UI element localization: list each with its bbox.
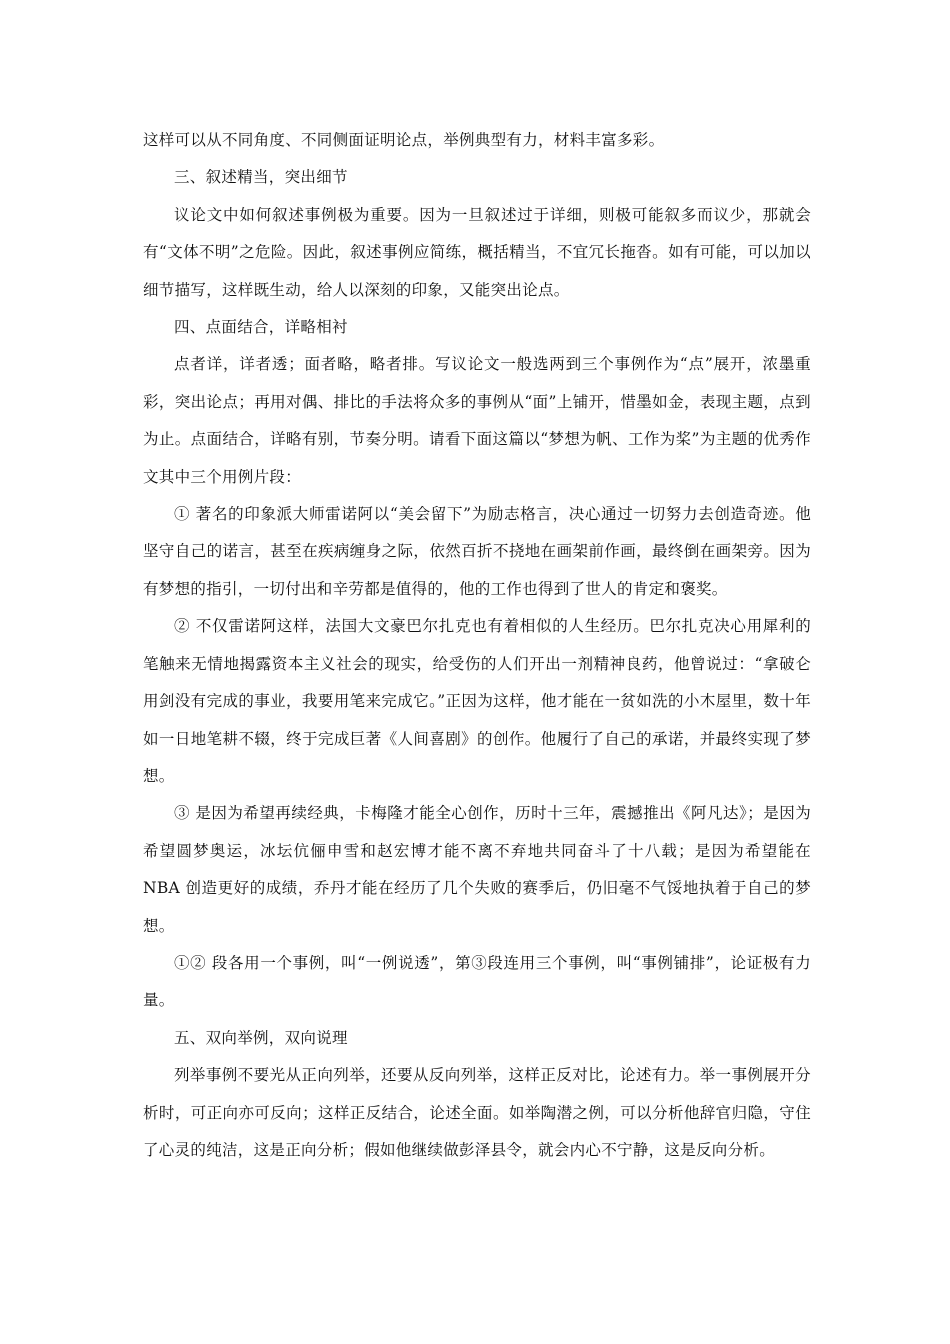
paragraph-two-way: 列举事例不要光从正向列举，还要从反向列举，这样正反对比，论述有力。举一事例展开分析时，可正向亦可反向；这样正反结合，论述全面。如举陶潜之例，可以分析他辞官归隐，守住了心灵的纯洁，这是正向分析；假如他继续做彭泽县令，就会内心不宁静，这是反向分析。 [143,1066,811,1159]
paragraph-narration: 议论文中如何叙述事例极为重要。因为一旦叙述过于详细，则极可能叙多而议少，那就会有“文体不明”之危险。因此，叙述事例应简练，概括精当，不宜冗长拖沓。如有可能，可以加以细节描写，这样既生动，给人以深刻的印象，又能突出论点。 [143,205,811,299]
section-heading-5: 五、双向举例，双向说理 [174,1028,348,1047]
document-body [143,122,811,1169]
paragraph-summary: ①② 段各用一个事例，叫“一例说透”，第③段连用三个事例，叫“事例铺排”，论证极有力量。 [143,953,811,1010]
paragraph-example-2: ② 不仅雷诺阿这样，法国大文豪巴尔扎克也有着相似的人生经历。巴尔扎克决心用犀利的笔触来无情地揭露资本主义社会的现实，给受伤的人们开出一剂精神良药，他曾说过：“拿破仑用剑没有完成的事业，我要用笔来完成它。”正因为这样，他才能在一贫如洗的小木屋里，数十年如一日地笔耕不辍，终于完成巨著《人间喜剧》的创作。他履行了自己的承诺，并最终实现了梦想。 [143,617,811,785]
paragraph-example-1: ① 著名的印象派大师雷诺阿以“美会留下”为励志格言，决心通过一切努力去创造奇迹。他坚守自己的诺言，甚至在疾病缠身之际，依然百折不挠地在画架前作画，最终倒在画架旁。因为有梦想的指引，一切付出和辛劳都是值得的，他的工作也得到了世人的肯定和褒奖。 [143,505,811,598]
paragraph-continuation: 这样可以从不同角度、不同侧面证明论点，举例典型有力，材料丰富多彩。 [143,131,665,149]
section-heading-3: 三、叙述精当，突出细节 [174,168,348,187]
section-heading-4: 四、点面结合，详略相衬 [174,318,348,337]
paragraph-example-3: ③ 是因为希望再续经典，卡梅隆才能全心创作，历时十三年，震撼推出《阿凡达》；是因为希望圆梦奥运，冰坛伉俪申雪和赵宏博才能不离不弃地共同奋斗了十八载；是因为希望能在 NBA 创造更好的成绩，乔丹才能在经历了几个失败的赛季后，仍旧毫不气馁地执着于自己的梦想。 [143,804,811,935]
paragraph-point-surface: 点者详，详者透；面者略，略者排。写议论文一般选两到三个事例作为“点”展开，浓墨重彩，突出论点；再用对偶、排比的手法将众多的事例从“面”上铺开，惜墨如金，表现主题，点到为止。点面结合，详略有别，节奏分明。请看下面这篇以“梦想为帆、工作为桨”为主题的优秀作文其中三个用例片段： [143,355,811,486]
